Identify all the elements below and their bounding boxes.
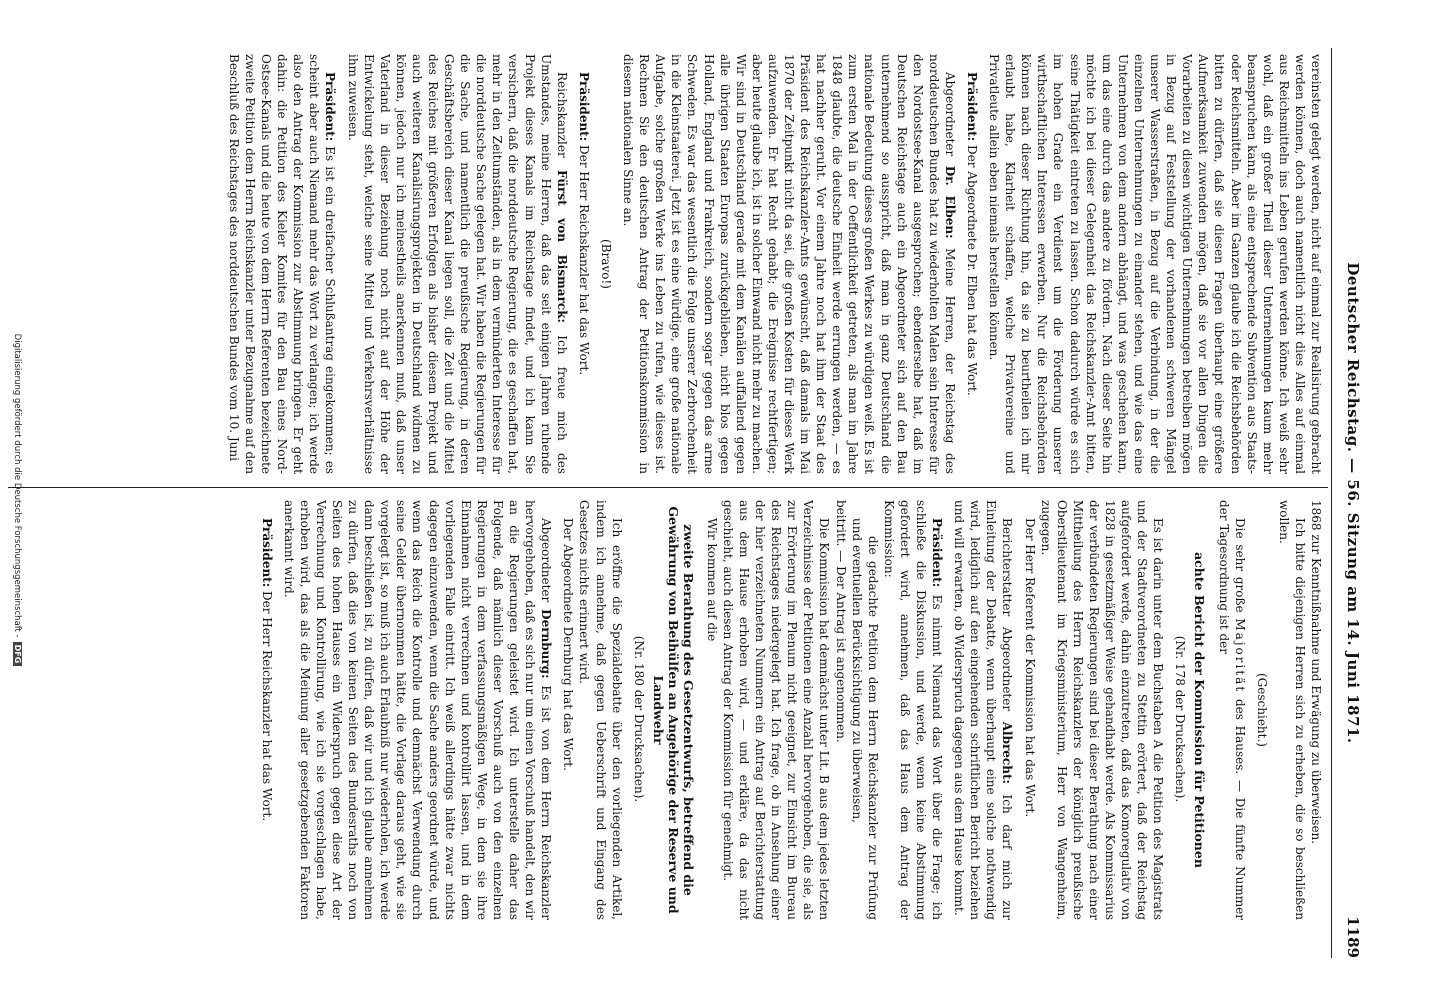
speaker-label: Präsident: — [259, 518, 274, 588]
paragraph: Wir kommen auf die — [704, 518, 719, 642]
paragraph: Ich eröffne die Spezialdebatte über den vorliegenden Artikel, indem ich annehme, daß gegen Ueberschrift und Eingang des Gesetzes nichts erinnert wird. — [577, 500, 624, 920]
paragraph: Der Herr Referent der Kommission hat das Wort. — [1022, 518, 1037, 818]
speech-text: Es ist ein dreifacher Schlußantrag eingekommen; es scheint aber auch Niemand mehr das Wort zu verlangen; ich werde also den Antrag der Kommission zur Abstimmung bringen. Er geht dahin: die Petition des Kieler Komites für den Bau eines Nord-Ostsee-Kanals und die heute von dem Herrn Referenten bezeichnete zweite Petition dem Herrn Reichskanzler unter Bezugnahme auf den Beschluß des Reichstages des norddeutschen Bundes vom 10. Juni — [226, 54, 338, 474]
paragraph — [259, 500, 275, 920]
paragraph — [881, 500, 945, 920]
dfg-logo: DFG — [13, 642, 22, 667]
paragraph — [576, 54, 592, 474]
speaker-label: Albrecht: — [1000, 721, 1015, 784]
speaker-label: Präsident: — [965, 72, 980, 142]
speaker-label: Dr. Elben: — [942, 165, 957, 239]
right-column — [19, 500, 1324, 920]
paragraph: vereinsten gelegt werden, nicht auf einmal zur Realisirung gebracht werden können, doch auch namentlich nicht dies Alles auf einmal aus Reichsmitteln ins Leben gerufen werden könne. Ich weiß sehr wohl, daß ein großer Theil dieser Unternehmungen kaum mehr beanspruchen kann, als eine entsprechende Subvention aus Staats- oder Reichsmitteln. Aber im Ganzen glaube ich die Reichsbehörden bitten zu dürfen, daß sie diesen Fragen überhaupt eine größere Aufmerksamkeit zuwenden mögen, daß sie vor allen Dingen die Vorarbeiten zu diesen wichtigen Unternehmungen betreiben mögen in Bezug auf Feststellung der vorhandenen schweren Mängel unserer Wasserstraßen, in Bezug auf die Verbindung, in der die einzelnen Unternehmungen zu einander stehen, und wie das eine Unternehmen von dem andern abhängt, und was geschehen kann, um das eine durch das andere zu fördern. Nach dieser Seite hin möchte ich bei dieser Gelegenheit das Reichskanzler-Amt bitten, seine Thätigkeit eintreten zu lassen. Schon dadurch würde es sich im hohen Grade ein Verdienst um die Förderung unserer wirthschaftlichen Interessen erwerben. Nur die Reichsbehörden können nach dieser Richtung hin, da sie zu beurtheilen ich mir erlaubt habe, Klarheit schaffen, welche Privatvereine und Privatleute allein eben niemals herstellen können. — [987, 54, 1323, 474]
paragraph: Ich bitte diejenigen Herren sich zu erheben, die so beschließen wollen. — [1276, 500, 1307, 920]
text-fragment: des Hauses. — Die fünfte Nummer der Tagesordnung ist der — [1216, 500, 1247, 920]
paragraph — [951, 500, 1015, 920]
page-header — [1331, 48, 1368, 958]
speech-text: Der Abgeordnete Dr. Elben hat das Wort. — [965, 145, 980, 396]
speech-text: Der Herr Reichskanzler hat das Wort. — [576, 145, 591, 376]
page-number: 1189 — [1344, 916, 1362, 958]
section-heading: zweite Berathung des Gesetzentwurfs, betreffend die Gewährung von Beihülfen an Angehörige der Reserve und Landwehr — [650, 506, 696, 914]
emphasis-text: Majorität — [1232, 618, 1247, 694]
speech-text: Es ist von dem Herrn Reichskanzler hervorgehoben, daß es sich nur um einen Vorschuß handelt, den wir an die Regierungen geleistet wird. Ich unterstelle daher das Folgende, daß nämlich dieser Vorschuß auch von den einzelnen Regierungen in dem verfassungsmäßigen Wege, in dem sie ihre Einnahmen nicht verrechnen und kontrollirt lassen, und in dem vorliegenden Falle eintritt. Ich weiß allerdings hätte zwar nichts dagegen einzuwenden, wenn die Sache anders geordnet würde, und wenn das Reich die Kontrolle und demnächst Verwendung durch seine Gelder übernommen hätte, die Vorlage daraus geht, wie sie vorgelegt ist, so muß ich auch Erlaubniß nur wiederholen, ich werde dann beschließen ist, zu dürfen, daß wir und ich glaube annehmen zu dürfen, daß dies von keinen Seiten des Bundesraths noch von Seiten des hohen Hauses ein Widerspruch gegen diese Art der Verrechnung und Kontrollirung, wie ich sie vorgeschlagen habe, erhoben wird, das als die Meinung aller gesetzgebenden Faktoren anerkannt wird. — [281, 500, 554, 920]
paragraph: beitritt. — Der Antrag ist angenommen. — [833, 500, 848, 743]
paragraph: Die Kommission hat demnächst unter Lit. B aus dem jedes letzten Verzeichnisse der Petitionen eine Anzahl hervorgehoben, die sie, als zur Erörterung im Plenum nicht geeignet, zur Einsicht im Bureau des Reichstages niedergelegt hat. Ich frage, ob in Ansehung einer der hier verzeichneten Nummern ein Antrag auf Berichterstattung aus dem Hause erhoben wird, — und erkläre, da das nicht geschieht, auch diesen Antrag der Kommission für genehmigt. — [720, 500, 832, 920]
left-column — [19, 54, 1324, 474]
speaker-intro: Abgeordneter — [942, 72, 957, 157]
speaker-intro: Abgeordneter — [539, 518, 554, 603]
speech-text: Meine Herren, der Reichstag des norddeutschen Bundes hat zu wiederholten Malen sein Interesse für den Nordostsee-Kanal ausgesprochen; ebenderselbe hat, daß im Deutschen Reichstage auch ein Abgeordneter sich auf den Bau unternehmend so ausspricht, daß man in ganz Deutschland die nationale Bedeutung dieses großen Werkes zu würdigen weiß. Es ist zum ersten Mal in der Oeffentlichkeit getreten, als man im Jahre 1848 glaubte, die deutsche Einheit werde errungen werden, — es hat nachher geruht. Vor einem Jahre noch hat ihm der Staat des Präsident des Reichskanzler-Amts gewünscht, daß damals im Mai 1870 der Zeitpunkt nicht da sei, die großen Kosten für dieses Werk aufzuwenden. Er hat Recht gehabt; die Ereignisse rechtfertigen; aber heute glaube ich, ist in solcher Einwand nicht mehr zu machen. Wir sind in Deutschland gerade mit dem Kanälen auffallend gegen alle übrigen Staaten Europas zurückgeblieben, nicht blos gegen Holland, England und Frankreich, sondern sogar gegen das arme Schweden. Es war das wesentlich die Folge unserer Zerbrochenheit in die Kleinstaaterei. Jetzt ist es eine würdige, eine große nationale Aufgabe, solche großen Werke ins Leben zu rufen, wie dieses ist. Rechnen Sie den deutschen Antrag der Petitionskommission in diesem nationalen Sinne an. — [621, 54, 957, 474]
speaker-label: Präsident: — [930, 518, 945, 588]
paragraph: Der Abgeordnete Dernburg hat das Wort. — [561, 518, 576, 771]
section-subheading: (Nr. 180 der Drucksachen). — [631, 635, 646, 803]
credit-text: Digitalisierung gefördert durch die Deutsche Forschungsgemeinschaft - — [12, 333, 22, 638]
section-subheading: (Nr. 178 der Drucksachen). — [1173, 635, 1188, 803]
speaker-intro: Berichterstatter Abgeordneter — [1000, 518, 1015, 712]
paragraph — [281, 500, 555, 920]
speech-text: Es nimmt Niemand das Wort über die Frage; ich schließe die Diskussion, und werde, wenn keine Abstimmung gefordert wird, annehmen, daß das Haus dem Antrag der Kommission: — [881, 500, 945, 920]
section-heading: achte Bericht der Kommission für Petitionen — [1192, 552, 1208, 868]
speech-text: Der Herr Reichskanzler hat das Wort. — [259, 591, 274, 822]
quoted-motion: die gedachte Petition dem Herrn Reichskanzler zur Prüfung und eventuellen Berücksichtigung zu überweisen, — [849, 518, 880, 920]
digitization-credit — [12, 0, 22, 1000]
paragraph — [964, 54, 980, 474]
procedure-note: (Geschieht.) — [1254, 673, 1269, 747]
speaker-label: Präsident: — [323, 72, 338, 142]
paragraph: Es ist darin unter dem Buchstaben A die Petition des Magistrats und der Stadtverordneten zu Stettin erörtert, daß der Reichstag aufgefordert werde, dahin einzutreten, daß das Komoregulativ von 1828 in gesetzmäßiger Weise gehandhabt werde. Als Kommissarius der verbündeten Regierungen sind bei dieser Berathung nach einer Mittheilung des Herrn Reichskanzlers der königlich preußische Oberstlieutenant im Kriegsministerium, Herr von Wangenheim, zugegen. — [1038, 500, 1166, 920]
speaker-label: Dernburg: — [539, 609, 554, 679]
speech-text: Ich darf mich zur Einleitung der Debatte, wenn überhaupt eine solche nothwendig wird, lediglich auf den eingehenden schriftlichen Bericht beziehen und will erwarten, ob Widerspruch dagegen aus dem Hause kommt. — [952, 500, 1015, 920]
column-divider — [8, 487, 1328, 488]
speaker-label: Fürst von Bismarck: — [554, 170, 569, 323]
page-title: Deutscher Reichstag. — 56. Sitzung am 14. Juni 1871. — [1344, 262, 1362, 744]
paragraph — [1215, 500, 1247, 920]
paragraph — [344, 54, 569, 474]
text-fragment: Die sehr große — [1232, 518, 1247, 613]
paragraph — [226, 54, 339, 474]
speaker-label: Präsident: — [576, 72, 591, 142]
paragraph: 1868 zur Kenntnißnahme und Erwägung zu überweisen. — [1309, 500, 1323, 845]
speech-text: Ich freue mich des Umstandes, meine Herren, daß das seit einigen Jahren ruhende Projekt dieses Kanals im Reichstage findet, und ich kann Sie versichern, daß die norddeutsche Regierung, die es geschaffen hat, mehr in den Zeitumständen, als in dem verminderten Interesse für die norddeutsche Sache gelegen hat. Wir haben die Regierungen für die Sache, und namentlich die preußische Regierung, in deren Geschäftsbereich dieser Kanal liegen soll, die Zeit und die Mittel des Reiches mit größeren Erfolgen als bisher diesem Projekt und auch weiteren Kanalisirungsprojekten in Deutschland widmen zu können, jedoch nur ich meinestheils anerkennen muß, daß unser Vaterland in dieser Beziehung noch nicht auf der Höhe der Entwickelung steht, welche seine Mittel und Verkehrsverhältnisse ihm zuweisen. — [345, 54, 569, 474]
paragraph — [620, 54, 958, 474]
applause-note: (Bravo!) — [598, 239, 613, 289]
speaker-intro: Reichskanzler — [554, 72, 569, 158]
